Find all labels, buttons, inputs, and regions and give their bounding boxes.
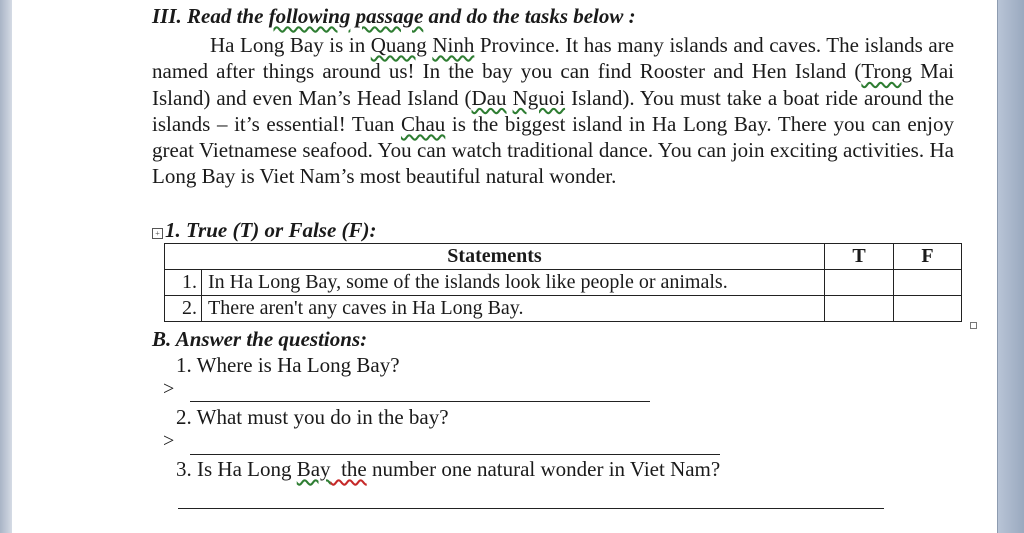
table-row [165, 270, 962, 296]
right-margin-area [997, 0, 1024, 533]
heading-suffix: and do the tasks below : [423, 4, 636, 28]
spellcheck-word: Ninh [432, 33, 475, 57]
question-3 [176, 457, 720, 482]
answer-line-1[interactable] [190, 401, 650, 402]
row-statement: There aren't any caves in Ha Long Bay. [202, 296, 825, 322]
table-resize-handle[interactable] [970, 322, 977, 329]
answer-arrow-1: > [163, 378, 175, 400]
answer-cell-false[interactable] [894, 270, 962, 296]
question-3-prefix: 3. Is Ha Long [176, 457, 297, 481]
table-header-row [165, 244, 962, 270]
row-number: 1. [165, 270, 202, 296]
part-a-title-text: 1. True (T) or False (F): [165, 218, 377, 242]
passage-text: is the biggest island in Ha Long Bay. There you can enjoy great Vietnamese seafood. You can watch traditional dance. You can join exciting activities. Ha Long Bay is Viet Nam’s most beautiful natural wonder. [152, 111, 954, 189]
row-number: 2. [165, 296, 202, 322]
question-3-suffix: number one natural wonder in Viet Nam? [366, 457, 721, 481]
header-false: F [894, 244, 962, 270]
true-false-table [164, 243, 962, 322]
exercise-heading [152, 4, 636, 29]
question-2: 2. What must you do in the bay? [176, 405, 449, 429]
passage-paragraph [152, 32, 954, 190]
heading-prefix: III. Read the [152, 4, 269, 28]
header-true: T [825, 244, 894, 270]
answer-cell-true[interactable] [825, 270, 894, 296]
header-statements: Statements [165, 244, 825, 270]
heading-passage-word: passage [355, 4, 424, 28]
passage-text: Province. It has many islands and caves. The islands are named after things around us! In the bay you can find Rooster and Hen Island ( [152, 33, 955, 84]
spellcheck-word: Quang [370, 33, 427, 57]
passage-text: Island). You must take a boat ride around the islands – it’s essential! Tuan [152, 85, 955, 136]
table-row [165, 296, 962, 322]
table-move-anchor-icon[interactable]: + [152, 228, 163, 239]
left-gutter [0, 0, 12, 533]
row-statement: In Ha Long Bay, some of the islands look like people or animals. [202, 270, 825, 296]
spellcheck-word: Trong [861, 59, 912, 84]
question-3-bay-word: Bay [296, 457, 331, 481]
part-a-title [152, 218, 377, 243]
answer-line-2[interactable] [190, 454, 720, 455]
answer-cell-true[interactable] [825, 296, 894, 322]
reading-passage [152, 32, 954, 190]
passage-text: Ha Long Bay is in [210, 33, 371, 57]
question-1: 1. Where is Ha Long Bay? [176, 353, 400, 377]
spellcheck-word: Nguoi [512, 85, 566, 110]
question-3-the-word: the [330, 457, 367, 481]
heading-following-word: following [268, 4, 351, 28]
answer-cell-false[interactable] [894, 296, 962, 322]
part-b-title: B. Answer the questions: [152, 327, 368, 351]
spellcheck-word: Dau [471, 85, 507, 110]
answer-line-3[interactable] [178, 508, 884, 509]
spellcheck-word: Chau [400, 111, 446, 136]
answer-arrow-2: > [163, 430, 175, 452]
passage-text: Mai Island) and even Man’s Head Island ( [152, 59, 954, 110]
